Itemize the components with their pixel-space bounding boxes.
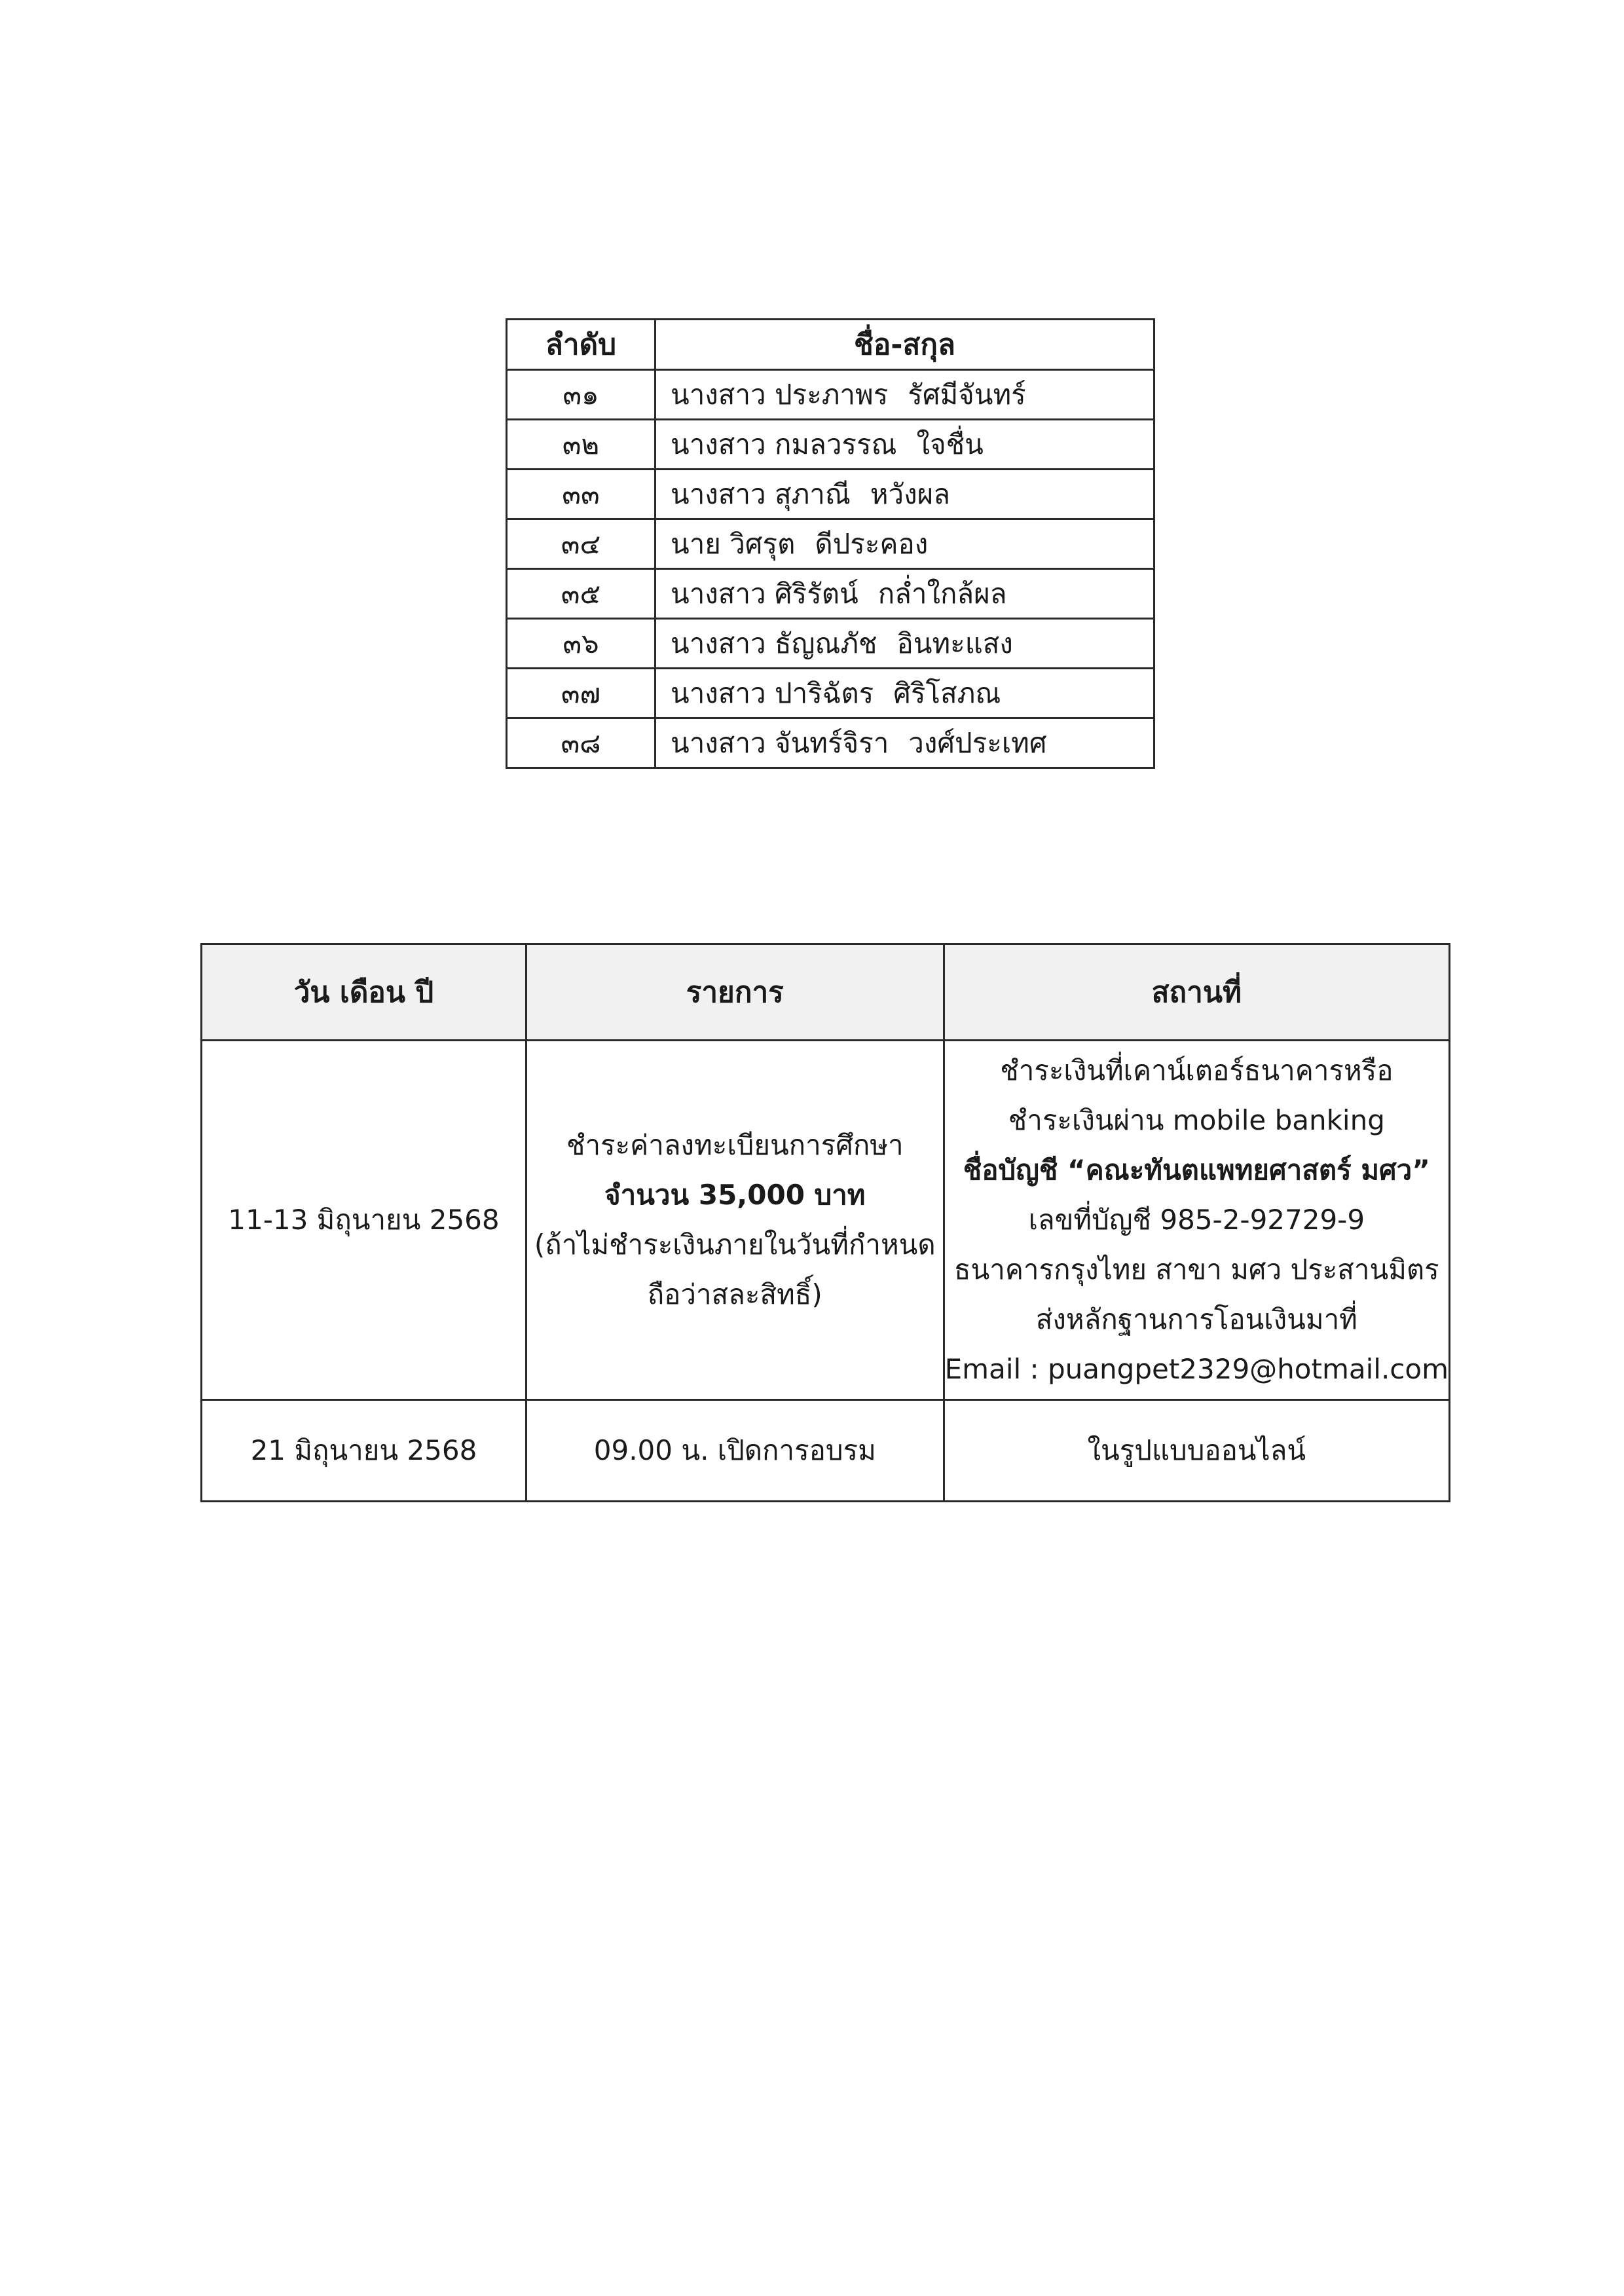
opening-item: 09.00 น. เปิดการอบรม — [526, 1400, 944, 1502]
table-row — [507, 370, 1154, 420]
row-name — [655, 619, 1154, 669]
opening-place: ในรูปแบบออนไลน์ — [944, 1400, 1449, 1502]
row-number: ๓๖ — [507, 619, 655, 669]
header-name: ชื่อ-สกุล — [655, 320, 1154, 370]
first-name: ปาริฉัตร — [774, 676, 874, 709]
name-title: นางสาว — [671, 428, 766, 460]
name-title: นางสาว — [671, 477, 766, 510]
name-title: นางสาว — [671, 577, 766, 610]
bank-branch: ธนาคารกรุงไทย สาขา มศว ประสานมิตร — [953, 1253, 1439, 1286]
row-number: ๓๗ — [507, 669, 655, 718]
header-place: สถานที่ — [944, 944, 1449, 1041]
name-title: นางสาว — [671, 627, 766, 659]
header-item: รายการ — [526, 944, 944, 1041]
opening-date: 21 มิถุนายน 2568 — [202, 1400, 526, 1502]
name-title: นางสาว — [671, 378, 766, 411]
payment-place — [944, 1041, 1449, 1400]
row-number: ๓๓ — [507, 470, 655, 519]
table-row — [202, 1400, 1450, 1502]
account-number: เลขที่บัญชี 985-2-92729-9 — [1028, 1204, 1365, 1236]
last-name: อินทะแสง — [896, 627, 1013, 659]
item-line: (ถ้าไม่ชำระเงินภายในวันที่กำหนด — [534, 1229, 936, 1261]
first-name: จันทร์จิรา — [774, 726, 889, 759]
contact-email: Email : puangpet2329@hotmail.com — [944, 1353, 1449, 1385]
name-table-header-row — [507, 320, 1154, 370]
first-name: สุภาณี — [774, 477, 851, 510]
table-row — [507, 669, 1154, 718]
table-row — [507, 420, 1154, 470]
row-name — [655, 470, 1154, 519]
table-row — [507, 619, 1154, 669]
schedule-header-row — [202, 944, 1450, 1041]
place-line: ชำระเงินผ่าน mobile banking — [1008, 1104, 1385, 1136]
row-number: ๓๑ — [507, 370, 655, 420]
place-line: ชำระเงินที่เคาน์เตอร์ธนาคารหรือ — [1000, 1054, 1393, 1086]
row-name — [655, 718, 1154, 768]
first-name: กมลวรรณ — [774, 428, 897, 460]
name-title: นางสาว — [671, 676, 766, 709]
registration-item — [526, 1041, 944, 1400]
first-name: วิศรุต — [729, 527, 796, 560]
last-name: วงศ์ประเทศ — [908, 726, 1047, 759]
row-number: ๓๘ — [507, 718, 655, 768]
last-name: ใจชื่น — [916, 428, 984, 460]
header-no: ลำดับ — [507, 320, 655, 370]
first-name: ธัญณภัช — [774, 627, 877, 659]
row-name — [655, 519, 1154, 569]
account-name: ชื่อบัญชี “คณะทันตแพทยศาสตร์ มศว” — [963, 1154, 1430, 1186]
payment-amount: จำนวน 35,000 บาท — [604, 1179, 866, 1211]
row-number: ๓๒ — [507, 420, 655, 470]
header-date: วัน เดือน ปี — [202, 944, 526, 1041]
last-name: หวังผล — [870, 477, 950, 510]
row-number: ๓๕ — [507, 569, 655, 619]
table-row — [507, 718, 1154, 768]
last-name: ดีประคอง — [815, 527, 929, 560]
last-name: รัศมีจันทร์ — [908, 378, 1026, 411]
name-title: นางสาว — [671, 726, 766, 759]
last-name: ศิริโสภณ — [893, 676, 1001, 709]
registration-date: 11-13 มิถุนายน 2568 — [202, 1041, 526, 1400]
item-line: ชำระค่าลงทะเบียนการศึกษา — [566, 1129, 904, 1161]
name-list-table — [506, 318, 1155, 769]
table-row — [507, 569, 1154, 619]
schedule-table — [200, 943, 1450, 1502]
first-name: ศิริรัตน์ — [774, 577, 858, 610]
table-row — [507, 519, 1154, 569]
last-name: กล่ำใกล้ผล — [877, 577, 1007, 610]
first-name: ประภาพร — [774, 378, 889, 411]
name-title: นาย — [671, 527, 721, 560]
row-name — [655, 569, 1154, 619]
table-row — [202, 1041, 1450, 1400]
row-name — [655, 370, 1154, 420]
row-number: ๓๔ — [507, 519, 655, 569]
table-row — [507, 470, 1154, 519]
row-name — [655, 669, 1154, 718]
row-name — [655, 420, 1154, 470]
place-line: ส่งหลักฐานการโอนเงินมาที่ — [1035, 1303, 1357, 1335]
item-line: ถือว่าสละสิทธิ์) — [647, 1278, 822, 1310]
